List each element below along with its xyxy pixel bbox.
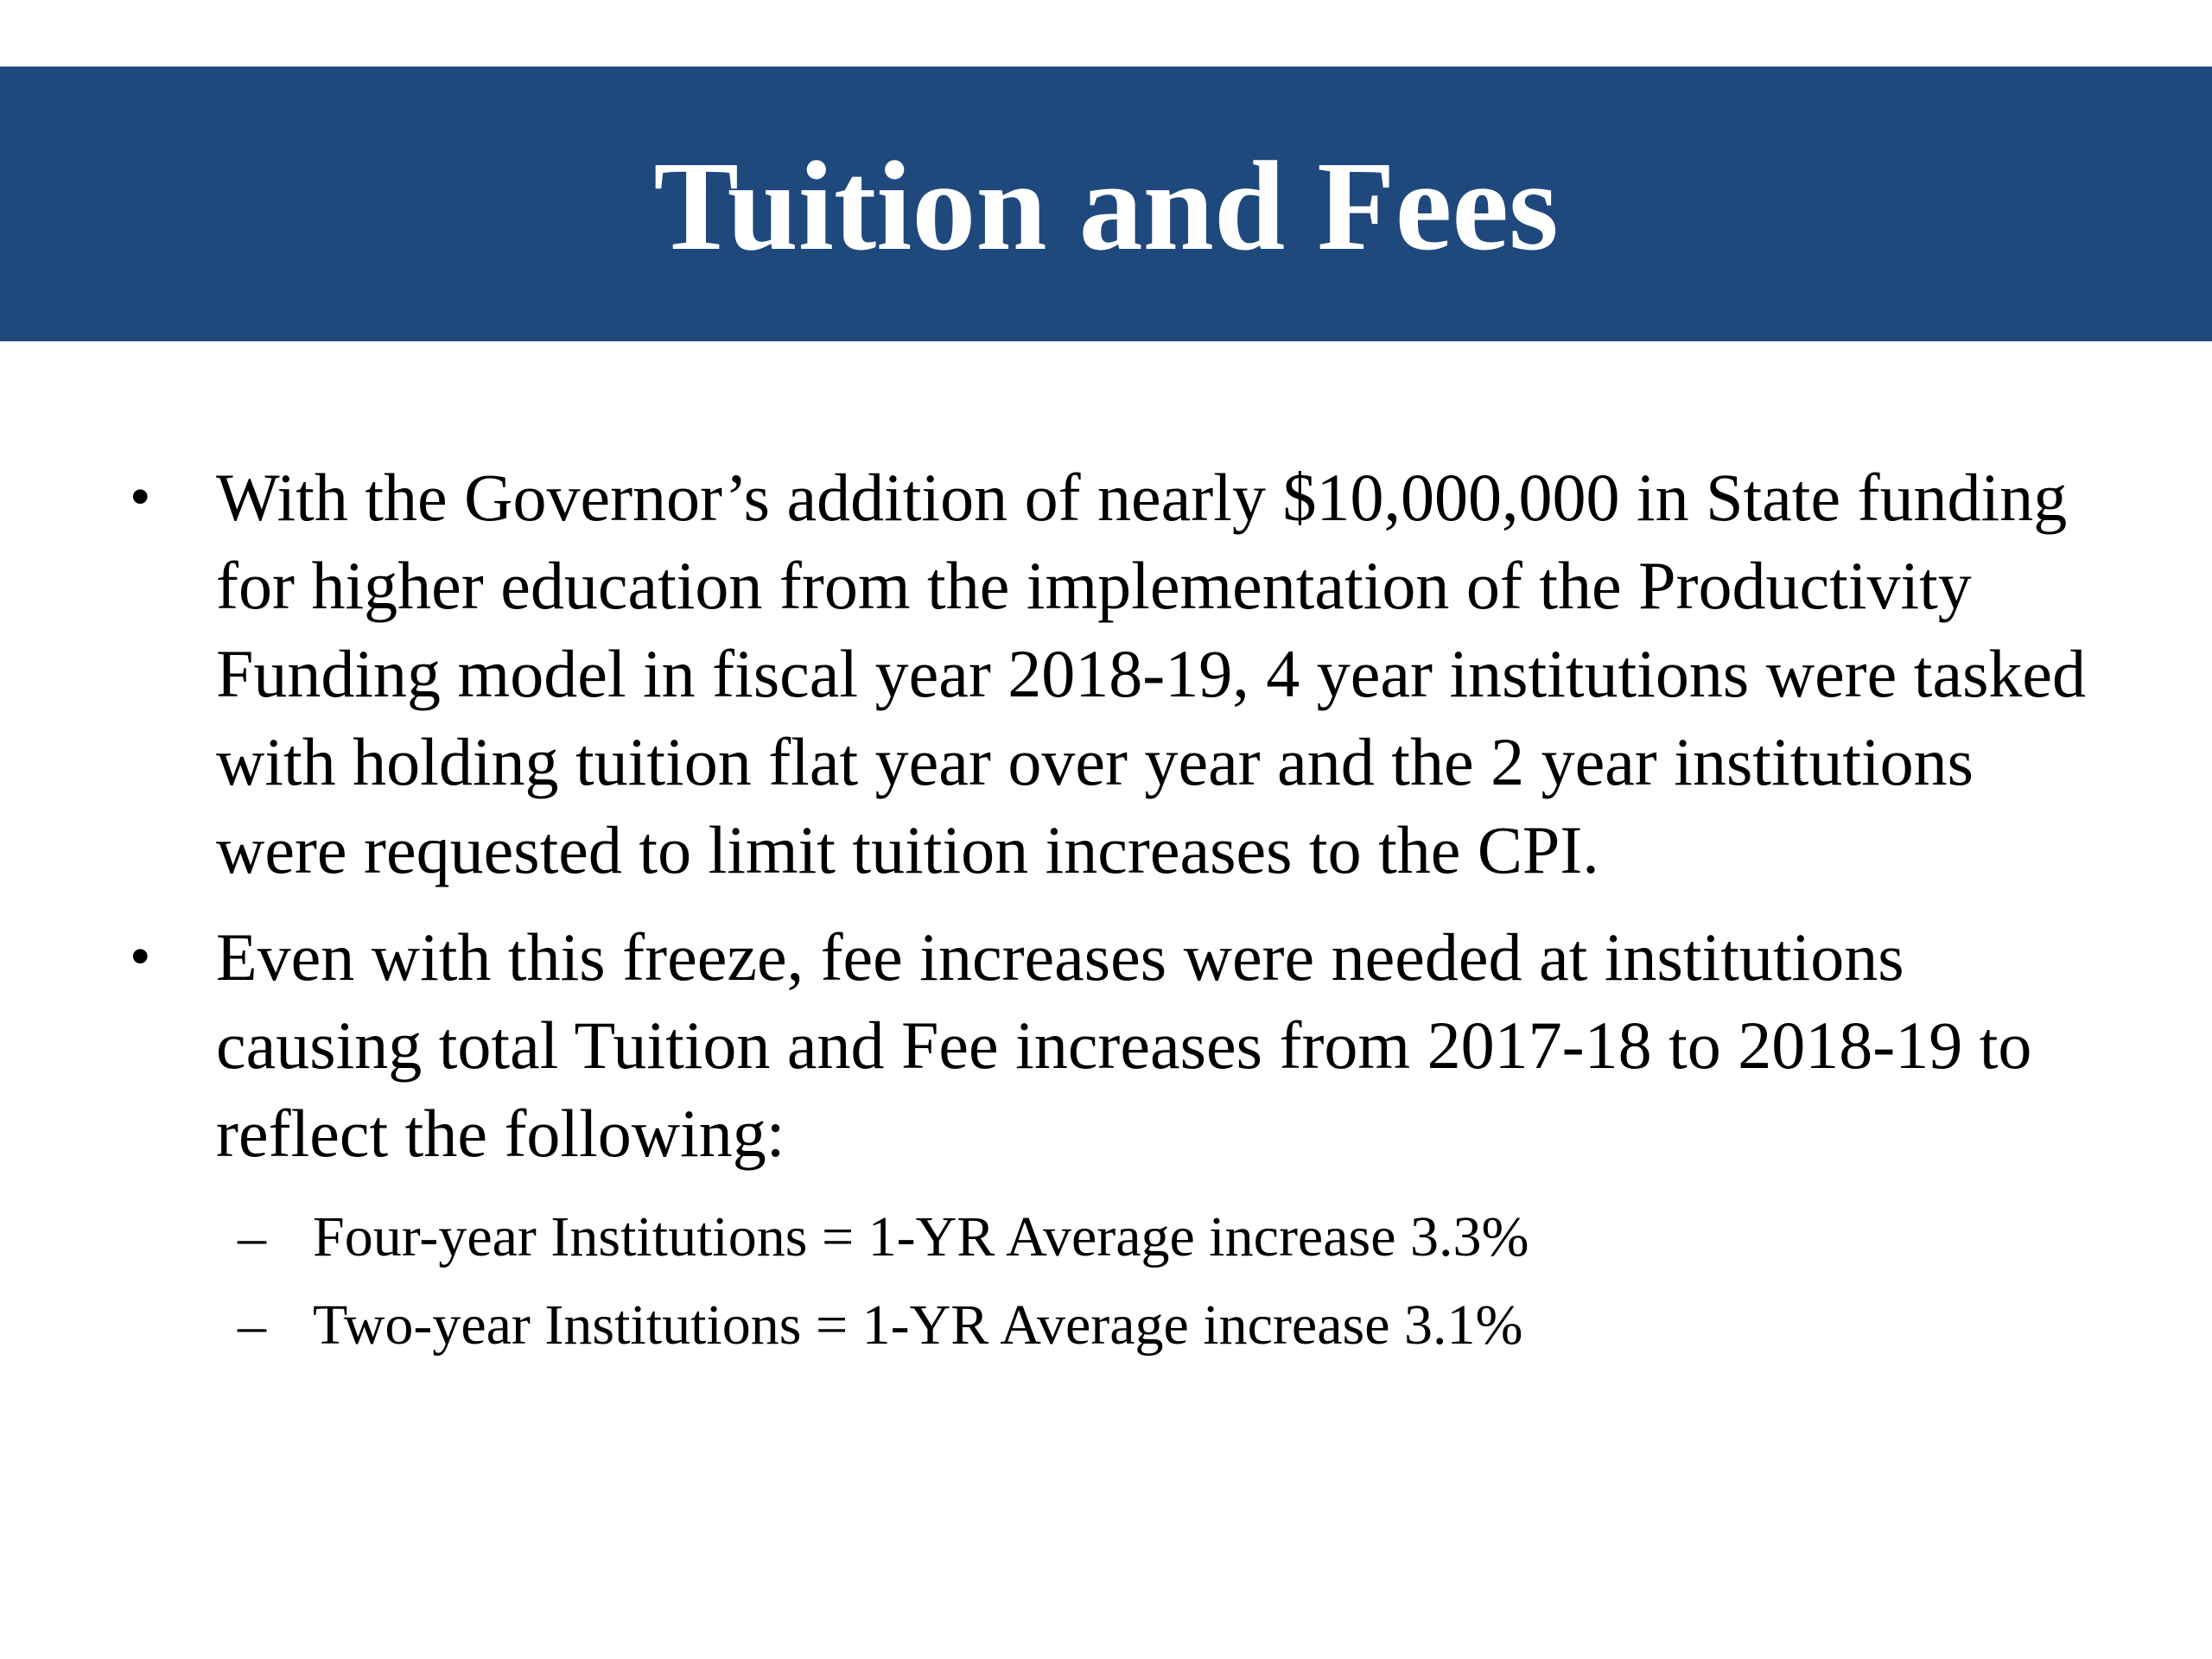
sub-bullet-item [130,1281,2117,1370]
bullet-item [130,454,2117,894]
slide-title: Tuition and Fees [653,136,1559,277]
sub-bullet-marker: – [238,1205,266,1268]
bullet-text: With the Governor’s addition of nearly $10,000,000 in State funding for higher education from the implementation of the Productivity Funding model in fiscal year 2018-19, 4 year institutions were tasked with holding tuition flat year over year and the 2 year institutions were requested to limit tuition increases to the CPI. [216,460,2087,887]
bullet-marker: • [130,464,151,531]
bullet-marker: • [130,924,151,990]
sub-bullet-text: Four-year Institutions = 1-YR Average increase 3.3% [313,1205,1529,1268]
bullet-item [130,913,2117,1178]
sub-bullet-item [130,1193,2117,1281]
sub-bullet-text: Two-year Institutions = 1-YR Average increase 3.1% [313,1294,1523,1357]
sub-bullet-marker: – [238,1294,266,1357]
slide-content [130,454,2117,1370]
bullet-text: Even with this freeze, fee increases were needed at institutions causing total Tuition and Fee increases from 2017-18 to 2018-19 to reflect the following: [216,919,2032,1171]
sub-bullet-list [130,1193,2117,1370]
title-bar [0,67,2212,341]
